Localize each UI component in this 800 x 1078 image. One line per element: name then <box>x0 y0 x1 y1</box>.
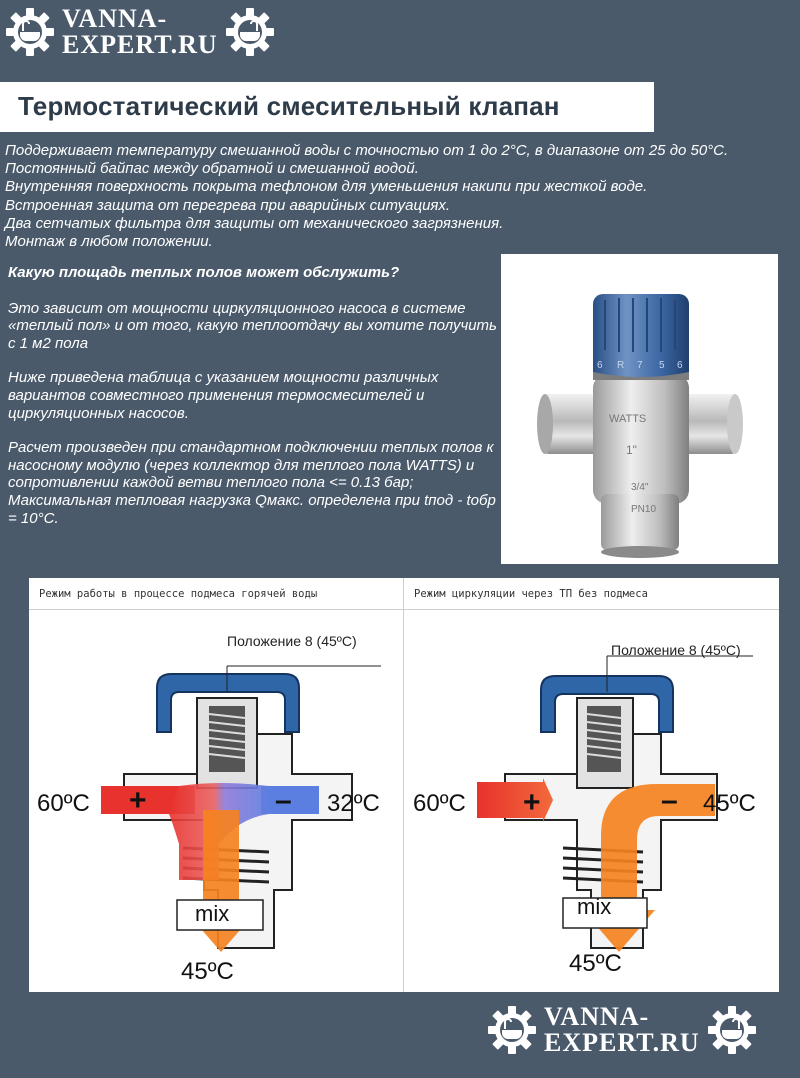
knob-scale-mark: 6 <box>677 360 683 371</box>
return-inlet-minus: – <box>661 784 678 817</box>
gear-bathtub-icon <box>224 6 276 58</box>
faq-answer-paragraph: Расчет произведен при стандартном подключении теплых полов к насосному модулю (через коллектор для теплого пола WATTS) и сопротивлении каждой ветви теплого пола <= 0.13 бар; Максимальная тепловая нагрузка Qмакс. определена при tпод - tобр = 10°С. <box>8 439 496 527</box>
right-hot-temp: 60ºC <box>413 790 466 817</box>
faq-answer-paragraph: Это зависит от мощности циркуляционного насоса в системе «теплый пол» и от того, какую теплоотдачу вы хотите получить с 1 м2 пола <box>8 299 497 352</box>
thermostatic-valve-image <box>501 254 778 564</box>
hot-inlet-plus: + <box>129 784 147 817</box>
knob-scale-mark: 7 <box>637 360 643 371</box>
feature-line: Монтаж в любом положении. <box>5 233 213 251</box>
feature-line: Постоянный байпас между обратной и смешанной водой. <box>5 160 419 178</box>
left-position-label: Положение 8 (45ºС) <box>227 633 357 649</box>
left-mix-label: mix <box>195 901 230 926</box>
hot-inlet-plus: + <box>523 786 541 819</box>
left-hot-temp: 60ºC <box>37 790 90 817</box>
right-out-temp: 45ºC <box>569 950 622 977</box>
page-title: Термостатический смесительный клапан <box>18 91 560 121</box>
feature-line: Внутренняя поверхность покрыта тефлоном для уменьшения накипи при жесткой воде. <box>5 178 648 196</box>
faq-block <box>8 264 498 544</box>
right-return-temp: 45ºC <box>703 790 756 817</box>
feature-line: Два сетчатых фильтра для защиты от механического загрязнения. <box>5 214 504 232</box>
left-return-temp: 32ºC <box>327 790 380 817</box>
right-panel-header: Режим циркуляции через ТП без подмеса <box>404 578 779 610</box>
title-banner <box>0 82 654 132</box>
left-out-temp: 45ºC <box>181 958 234 985</box>
left-panel-header: Режим работы в процессе подмеса горячей воды <box>29 578 403 610</box>
right-position-label: Положение 8 (45ºС) <box>611 642 741 658</box>
knob-scale-mark: R <box>617 360 625 371</box>
feature-line: Поддерживает температуру смешанной воды с точностью от 1 до 2°С, в диапазоне от 25 до 50°С. <box>5 142 729 159</box>
knob-scale-mark: 5 <box>659 360 665 371</box>
faq-answer-paragraph: Ниже приведена таблица с указанием мощности различных вариантов совместного применения термосмесителей и циркуляционных насосов. <box>8 369 439 422</box>
gear-bathtub-icon <box>4 6 56 58</box>
logo-text: VANNA- EXPERT.RU <box>544 1002 700 1057</box>
valve-body-marking: WATTS <box>609 413 647 425</box>
return-inlet-minus: – <box>275 784 292 817</box>
valve-body-marking: PN10 <box>631 504 657 515</box>
valve-body-marking: 3/4" <box>631 482 649 493</box>
valve-body-marking: 1" <box>626 443 637 457</box>
gear-bathtub-icon <box>486 1004 538 1056</box>
feature-list <box>5 142 795 251</box>
feature-line: Встроенная защита от перегрева при аварийных ситуациях. <box>5 196 451 214</box>
operation-diagram <box>29 578 779 992</box>
site-logo-top[interactable] <box>4 6 276 58</box>
valve-photo <box>501 254 778 564</box>
valve-section-drawings <box>29 578 779 992</box>
faq-question: Какую площадь теплых полов может обслужить? <box>8 264 400 281</box>
site-logo-bottom[interactable] <box>486 1004 758 1056</box>
logo-text: VANNA- EXPERT.RU <box>62 4 218 59</box>
gear-bathtub-icon <box>706 1004 758 1056</box>
right-mix-label: mix <box>577 894 612 919</box>
knob-scale-mark: 6 <box>597 360 603 371</box>
